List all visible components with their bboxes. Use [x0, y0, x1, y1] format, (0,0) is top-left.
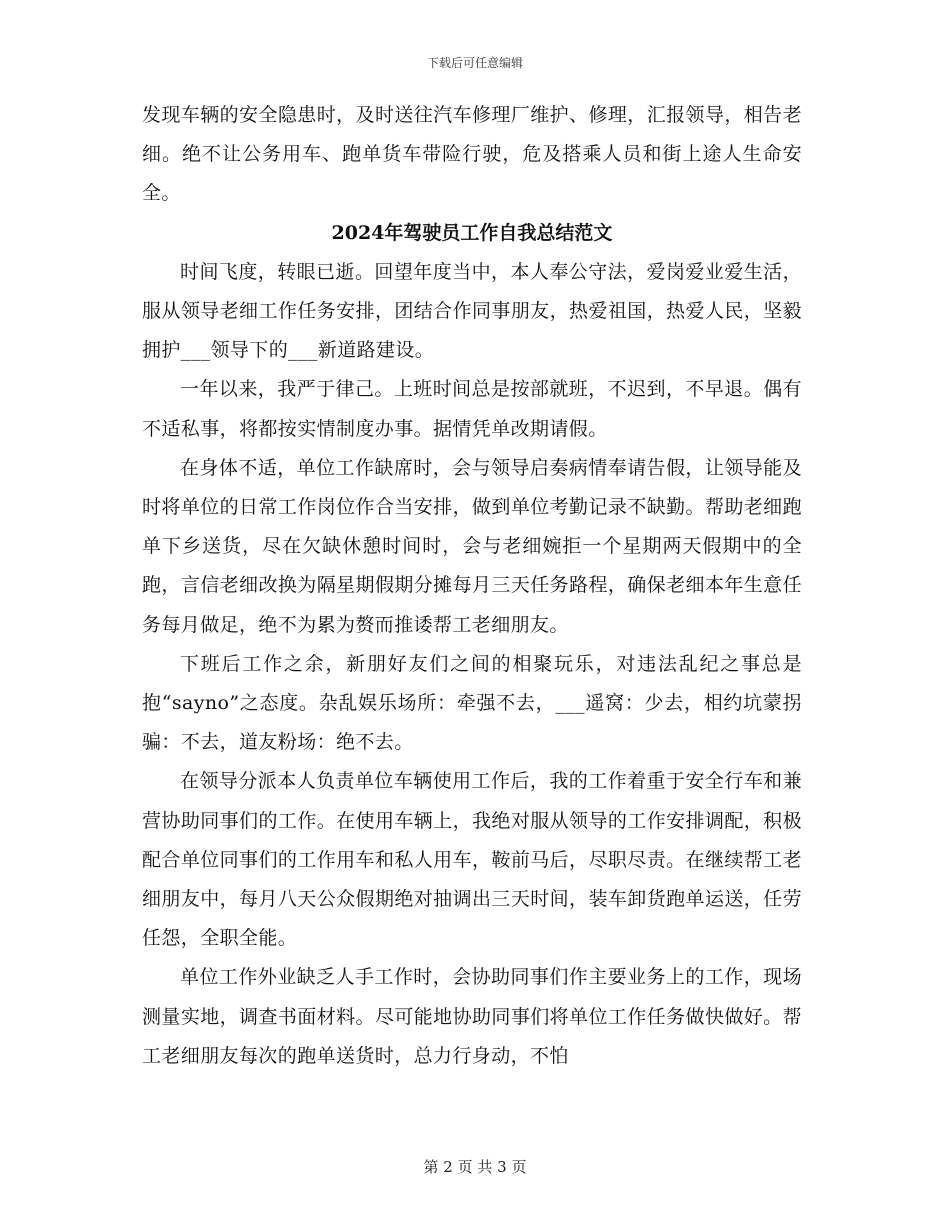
page-number-footer: 第 2 页 共 3 页 [423, 1158, 527, 1176]
body-paragraph-6: 单位工作外业缺乏人手工作时，会协助同事们作主要业务上的工作，现场测量实地，调查书面材料。尽可能地协助同事们将单位工作任务做快做好。帮工老细朋友每次的跑单送货时，总力行身动，不怕 [142, 966, 802, 1067]
body-paragraph-3: 在身体不适，单位工作缺席时，会与领导启奏病情奉请告假，让领导能及时将单位的日常工作岗位作合当安排，做到单位考勤记录不缺勤。帮助老细跑单下乡送货，尽在欠缺休憩时间时，会与老细婉拒一个星期两天假期中的全跑，言信老细改换为隔星期假期分摊每月三天任务路程，确保老细本年生意任务每月做足，绝不为累为赘而推诿帮工老细朋友。 [142, 456, 802, 636]
body-paragraph-1: 时间飞度，转眼已逝。回望年度当中，本人奉公守法，爱岗爱业爱生活，服从领导老细工作任务安排，团结合作同事朋友，热爱祖国，热爱人民，坚毅拥护___领导下的___新道路建设。 [142, 260, 802, 362]
page-header: 下载后可任意编辑 [426, 56, 523, 70]
body-paragraph-4: 下班后工作之余，新朋好友们之间的相聚玩乐，对违法乱纪之事总是抱“sayno”之态度。杂乱娱乐场所：牵强不去，___遥窝：少去，相约坑蒙拐骗：不去，道友粉场：绝不去。 [142, 652, 802, 754]
document-body [142, 96, 802, 1076]
continuation-paragraph: 发现车辆的安全隐患时，及时送往汽车修理厂维护、修理，汇报领导，相告老细。绝不让公务用车、跑单货车带险行驶，危及搭乘人员和街上途人生命安全。 [142, 104, 802, 205]
body-paragraph-5: 在领导分派本人负责单位车辆使用工作后，我的工作着重于安全行车和兼营协助同事们的工作。在使用车辆上，我绝对服从领导的工作安排调配，积极配合单位同事们的工作用车和私人用车，鞍前马后，尽职尽责。在继续帮工老细朋友中，每月八天公众假期绝对抽调出三天时间，装车卸货跑单运送，任劳任怨，全职全能。 [142, 770, 802, 950]
document-title: 2024年驾驶员工作自我总结范文 [331, 221, 613, 244]
body-paragraph-2: 一年以来，我严于律己。上班时间总是按部就班，不迟到，不早退。偶有不适私事，将都按实情制度办事。据情凭单改期请假。 [142, 378, 802, 440]
